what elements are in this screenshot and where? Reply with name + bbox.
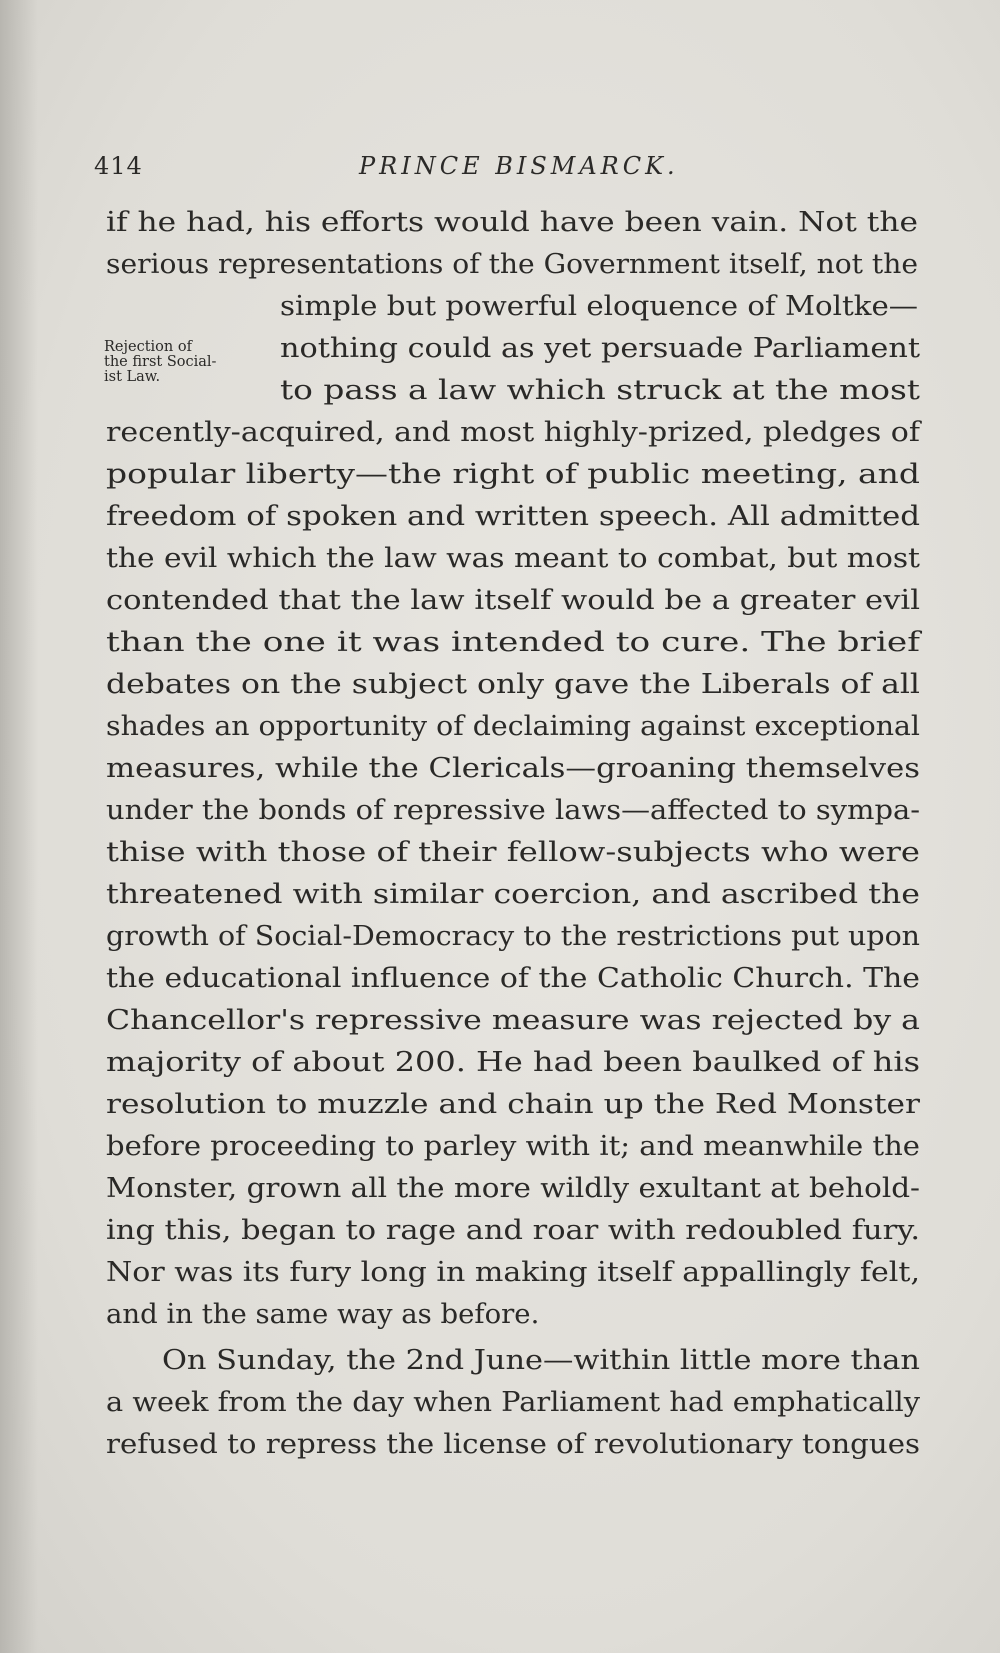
text-line: refused to repress the license of revolutionary tongues: [106, 1428, 920, 1460]
text-line: than the one it was intended to cure. The brief: [106, 626, 920, 658]
text-line: and in the same way as before.: [106, 1298, 540, 1330]
text-line: popular liberty—the right of public meeting, and: [106, 458, 921, 490]
running-title: PRINCE BISMARCK.: [359, 152, 679, 180]
page-number: 414: [94, 152, 143, 180]
text-line: recently-acquired, and most highly-prized, pledges of: [106, 416, 920, 448]
text-line: shades an opportunity of declaiming against exceptional: [106, 710, 920, 742]
text-line: debates on the subject only gave the Liberals of all: [106, 668, 920, 700]
text-line: threatened with similar coercion, and ascribed the: [106, 878, 920, 910]
text-line: growth of Social-Democracy to the restrictions put upon: [106, 920, 921, 952]
text-line: freedom of spoken and written speech. All admitted: [106, 500, 920, 532]
running-head: [94, 152, 914, 188]
text-line: Monster, grown all the more wildly exultant at behold-: [106, 1172, 921, 1204]
side-note-line: the first Social-: [104, 354, 217, 370]
text-line: thise with those of their fellow-subjects who were: [106, 836, 920, 868]
text-line: if he had, his efforts would have been vain. Not the: [106, 206, 919, 238]
text-line: nothing could as yet persuade Parliament: [280, 332, 921, 364]
text-line: Chancellor's repressive measure was rejected by a: [106, 1004, 920, 1036]
side-note-line: ist Law.: [104, 369, 161, 385]
text-line: contended that the law itself would be a greater evil: [106, 584, 920, 616]
text-line: ing this, began to rage and roar with redoubled fury.: [106, 1214, 920, 1246]
side-note-line: Rejection of: [104, 339, 192, 355]
text-line: Nor was its fury long in making itself appallingly felt,: [106, 1256, 920, 1288]
text-line: On Sunday, the 2nd June—within little more than: [162, 1344, 920, 1376]
text-line: the evil which the law was meant to combat, but most: [106, 542, 920, 574]
text-line: majority of about 200. He had been baulked of his: [106, 1046, 920, 1078]
binding-shadow: [0, 0, 38, 1653]
text-line: under the bonds of repressive laws—affected to sympa-: [106, 794, 920, 826]
text-line: simple but powerful eloquence of Moltke—: [280, 290, 918, 322]
text-line: the educational influence of the Catholic Church. The: [106, 962, 921, 994]
side-note: [104, 340, 264, 385]
text-line: a week from the day when Parliament had emphatically: [106, 1386, 920, 1418]
text-line: resolution to muzzle and chain up the Red Monster: [106, 1088, 920, 1120]
text-line: before proceeding to parley with it; and meanwhile the: [106, 1130, 920, 1162]
text-line: to pass a law which struck at the most: [280, 374, 920, 406]
text-line: measures, while the Clericals—groaning themselves: [106, 752, 920, 784]
text-line: serious representations of the Government itself, not the: [106, 248, 919, 280]
